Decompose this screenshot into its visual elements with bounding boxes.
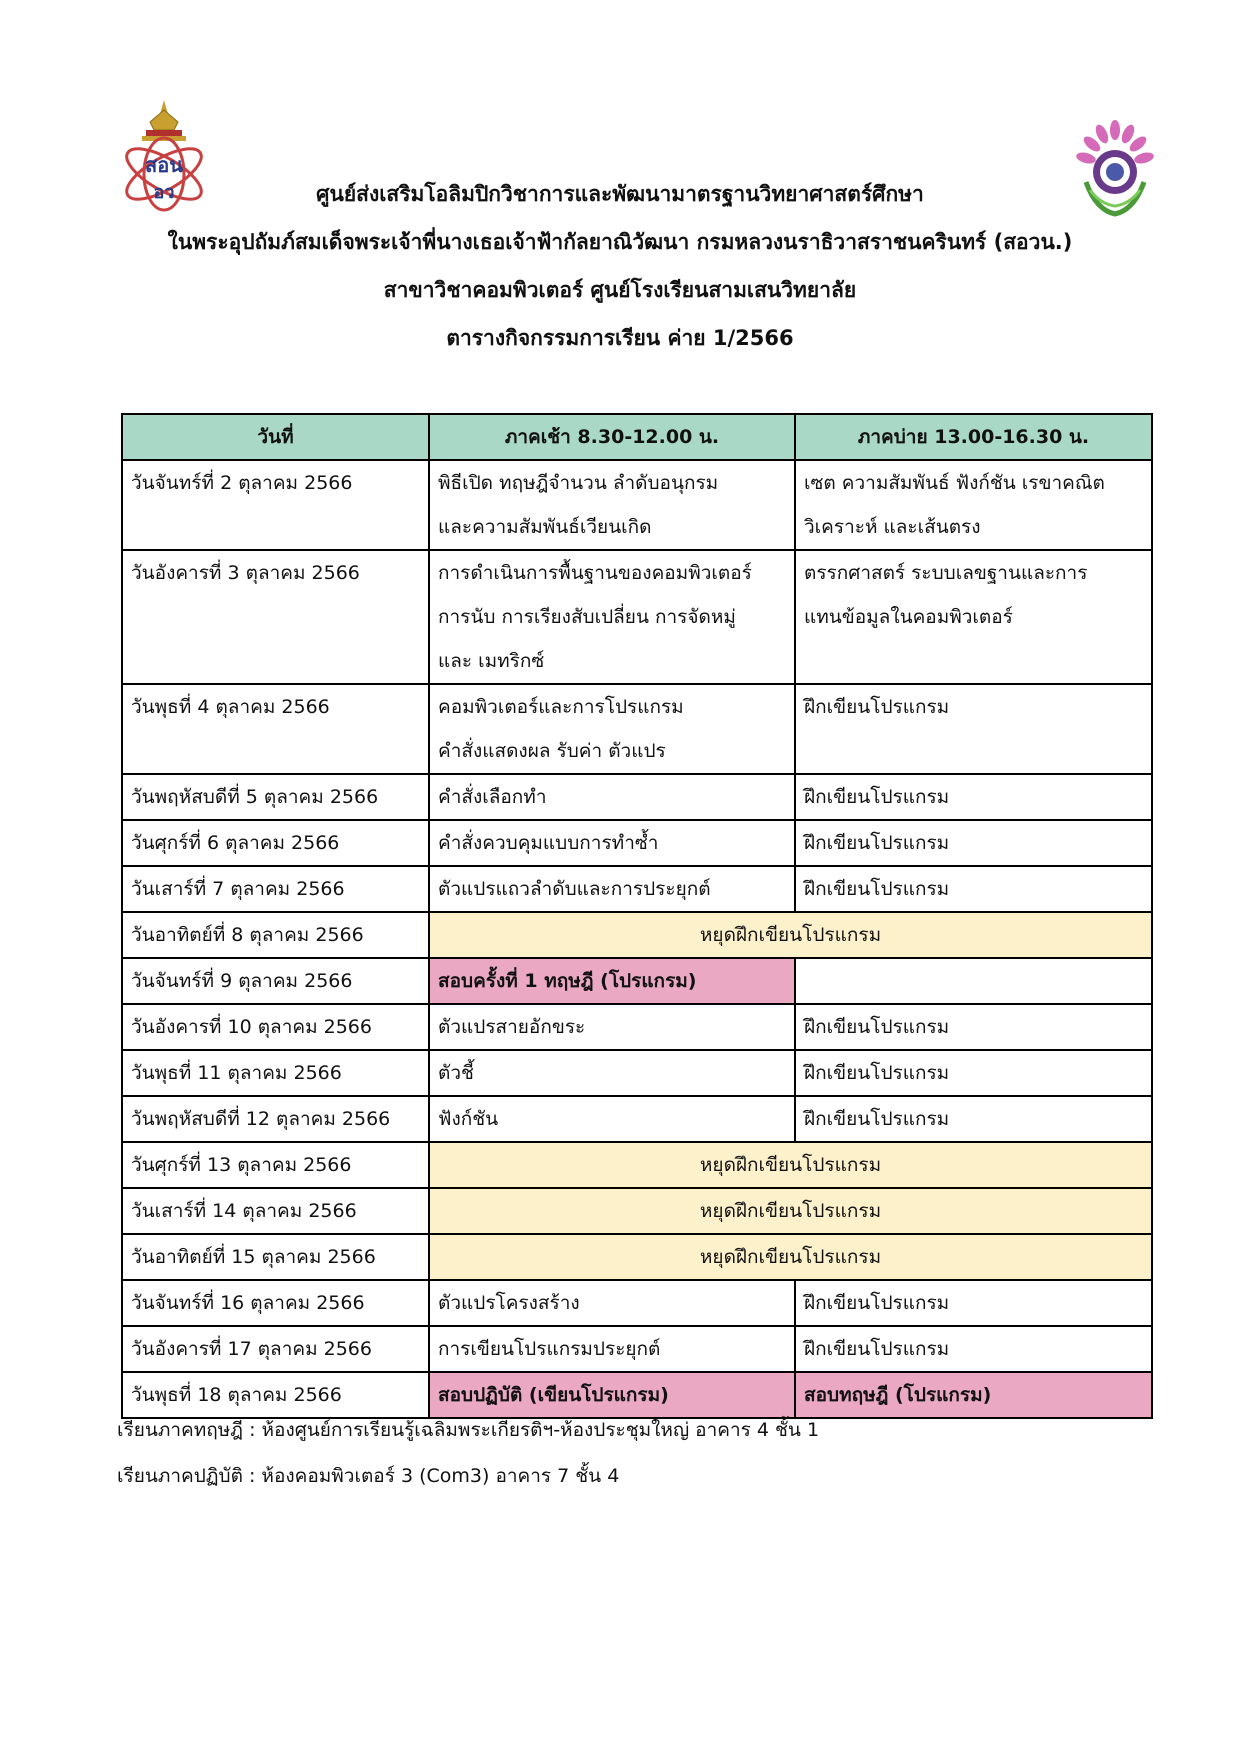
cell-line: วิเคราะห์ และเส้นตรง: [804, 516, 981, 538]
cell-afternoon: [795, 820, 1152, 866]
cell-line: สอบทฤษฎี (โปรแกรม): [804, 1384, 992, 1406]
cell-date: วันอาทิตย์ที่ 8 ตุลาคม 2566: [122, 912, 429, 958]
cell-date: วันอังคารที่ 3 ตุลาคม 2566: [122, 550, 429, 684]
table-row: [122, 1280, 1152, 1326]
cell-line: ฝึกเขียนโปรแกรม: [804, 696, 950, 718]
cell-line: ฝึกเขียนโปรแกรม: [804, 786, 950, 808]
cell-morning: [429, 958, 795, 1004]
cell-line: และ เมทริกซ์: [438, 650, 545, 672]
table-row: [122, 1096, 1152, 1142]
cell-afternoon: [795, 1280, 1152, 1326]
cell-date: วันเสาร์ที่ 7 ตุลาคม 2566: [122, 866, 429, 912]
cell-date: วันจันทร์ที่ 2 ตุลาคม 2566: [122, 460, 429, 550]
svg-text:อว: อว: [153, 182, 175, 203]
header-line-1: ศูนย์ส่งเสริมโอลิมปิกวิชาการและพัฒนามาตรฐานวิทยาศาสตร์ศึกษา: [316, 182, 924, 206]
cell-morning: [429, 1326, 795, 1372]
cell-line: และความสัมพันธ์เวียนเกิด: [438, 516, 652, 538]
cell-morning: [429, 774, 795, 820]
cell-date: วันอังคารที่ 10 ตุลาคม 2566: [122, 1004, 429, 1050]
header-line-3: สาขาวิชาคอมพิวเตอร์ ศูนย์โรงเรียนสามเสนวิทยาลัย: [383, 278, 857, 302]
cell-line: คำสั่งเลือกทำ: [438, 786, 547, 808]
table-row: [122, 1188, 1152, 1234]
table-row: [122, 820, 1152, 866]
cell-date: วันอังคารที่ 17 ตุลาคม 2566: [122, 1326, 429, 1372]
table-header-row: [122, 414, 1152, 460]
cell-line: ฝึกเขียนโปรแกรม: [804, 1338, 950, 1360]
cell-line: การนับ การเรียงสับเปลี่ยน การจัดหมู่: [438, 606, 736, 628]
document-header: [0, 170, 1240, 362]
cell-line: ฝึกเขียนโปรแกรม: [804, 832, 950, 854]
cell-afternoon: [795, 958, 1152, 1004]
cell-line: สอบปฏิบัติ (เขียนโปรแกรม): [438, 1384, 669, 1406]
cell-morning: [429, 1280, 795, 1326]
table-row: [122, 1004, 1152, 1050]
header-line-4: ตารางกิจกรรมการเรียน ค่าย 1/2566: [446, 326, 794, 350]
cell-morning: [429, 460, 795, 550]
cell-afternoon: [795, 1372, 1152, 1418]
header-morning: ภาคเช้า 8.30-12.00 น.: [429, 414, 795, 460]
cell-line: ฟังก์ชัน: [438, 1108, 499, 1130]
cell-holiday: หยุดฝึกเขียนโปรแกรม: [429, 1142, 1152, 1188]
table-row: [122, 1142, 1152, 1188]
cell-date: วันจันทร์ที่ 16 ตุลาคม 2566: [122, 1280, 429, 1326]
svg-text:สอน: สอน: [145, 153, 183, 177]
cell-afternoon: [795, 1096, 1152, 1142]
cell-line: คอมพิวเตอร์และการโปรแกรม: [438, 696, 684, 718]
cell-morning: [429, 866, 795, 912]
table-row: [122, 866, 1152, 912]
cell-date: วันพุธที่ 18 ตุลาคม 2566: [122, 1372, 429, 1418]
cell-line: ฝึกเขียนโปรแกรม: [804, 1108, 950, 1130]
cell-afternoon: [795, 774, 1152, 820]
cell-line: ฝึกเขียนโปรแกรม: [804, 1016, 950, 1038]
cell-date: วันพฤหัสบดีที่ 12 ตุลาคม 2566: [122, 1096, 429, 1142]
schedule-body: [122, 460, 1152, 1418]
cell-line: สอบครั้งที่ 1 ทฤษฎี (โปรแกรม): [438, 970, 697, 992]
cell-date: วันพุธที่ 11 ตุลาคม 2566: [122, 1050, 429, 1096]
cell-date: วันจันทร์ที่ 9 ตุลาคม 2566: [122, 958, 429, 1004]
cell-holiday: หยุดฝึกเขียนโปรแกรม: [429, 1234, 1152, 1280]
cell-line: พิธีเปิด ทฤษฎีจำนวน ลำดับอนุกรม: [438, 472, 719, 494]
cell-date: วันเสาร์ที่ 14 ตุลาคม 2566: [122, 1188, 429, 1234]
table-row: [122, 1050, 1152, 1096]
table-row: [122, 460, 1152, 550]
cell-date: วันพุธที่ 4 ตุลาคม 2566: [122, 684, 429, 774]
schedule-table: [121, 413, 1153, 1419]
table-row: [122, 958, 1152, 1004]
cell-date: วันอาทิตย์ที่ 15 ตุลาคม 2566: [122, 1234, 429, 1280]
cell-morning: [429, 684, 795, 774]
header-date: วันที่: [122, 414, 429, 460]
cell-line: ตัวชี้: [438, 1062, 474, 1084]
cell-line: ตรรกศาสตร์ ระบบเลขฐานและการ: [804, 562, 1088, 584]
cell-afternoon: [795, 550, 1152, 684]
cell-line: ตัวแปรโครงสร้าง: [438, 1292, 580, 1314]
cell-date: วันศุกร์ที่ 6 ตุลาคม 2566: [122, 820, 429, 866]
cell-morning: [429, 1004, 795, 1050]
cell-afternoon: [795, 866, 1152, 912]
table-row: [122, 550, 1152, 684]
cell-line: ฝึกเขียนโปรแกรม: [804, 1292, 950, 1314]
cell-line: การเขียนโปรแกรมประยุกต์: [438, 1338, 661, 1360]
cell-afternoon: [795, 1050, 1152, 1096]
cell-holiday: หยุดฝึกเขียนโปรแกรม: [429, 912, 1152, 958]
table-row: [122, 1326, 1152, 1372]
table-row: [122, 774, 1152, 820]
cell-line: ฝึกเขียนโปรแกรม: [804, 1062, 950, 1084]
footer-theory-location: เรียนภาคทฤษฎี : ห้องศูนย์การเรียนรู้เฉลิมพระเกียรติฯ-ห้องประชุมใหญ่ อาคาร 4 ชั้น 1: [117, 1419, 820, 1441]
header-afternoon: ภาคบ่าย 13.00-16.30 น.: [795, 414, 1152, 460]
cell-morning: [429, 820, 795, 866]
cell-line: ตัวแปรสายอักขระ: [438, 1016, 586, 1038]
cell-line: การดำเนินการพื้นฐานของคอมพิวเตอร์: [438, 562, 752, 584]
cell-morning: [429, 1096, 795, 1142]
cell-afternoon: [795, 684, 1152, 774]
cell-afternoon: [795, 1326, 1152, 1372]
cell-line: คำสั่งควบคุมแบบการทำซ้ำ: [438, 832, 659, 854]
header-line-2: ในพระอุปถัมภ์สมเด็จพระเจ้าพี่นางเธอเจ้าฟ้ากัลยาณิวัฒนา กรมหลวงนราธิวาสราชนครินทร์ (สอวน.): [167, 230, 1073, 254]
cell-line: คำสั่งแสดงผล รับค่า ตัวแปร: [438, 740, 666, 762]
cell-date: วันพฤหัสบดีที่ 5 ตุลาคม 2566: [122, 774, 429, 820]
cell-line: ฝึกเขียนโปรแกรม: [804, 878, 950, 900]
cell-date: วันศุกร์ที่ 13 ตุลาคม 2566: [122, 1142, 429, 1188]
cell-morning: [429, 1050, 795, 1096]
table-row: [122, 1372, 1152, 1418]
cell-afternoon: [795, 460, 1152, 550]
cell-morning: [429, 1372, 795, 1418]
table-row: [122, 684, 1152, 774]
cell-afternoon: [795, 1004, 1152, 1050]
cell-line: เซต ความสัมพันธ์ ฟังก์ชัน เรขาคณิต: [804, 472, 1105, 494]
cell-morning: [429, 550, 795, 684]
cell-line: ตัวแปรแถวลำดับและการประยุกต์: [438, 878, 711, 900]
footer-practice-location: เรียนภาคปฏิบัติ : ห้องคอมพิวเตอร์ 3 (Com3) อาคาร 7 ชั้น 4: [117, 1465, 620, 1487]
cell-holiday: หยุดฝึกเขียนโปรแกรม: [429, 1188, 1152, 1234]
cell-line: แทนข้อมูลในคอมพิวเตอร์: [804, 606, 1013, 628]
table-row: [122, 1234, 1152, 1280]
table-row: [122, 912, 1152, 958]
